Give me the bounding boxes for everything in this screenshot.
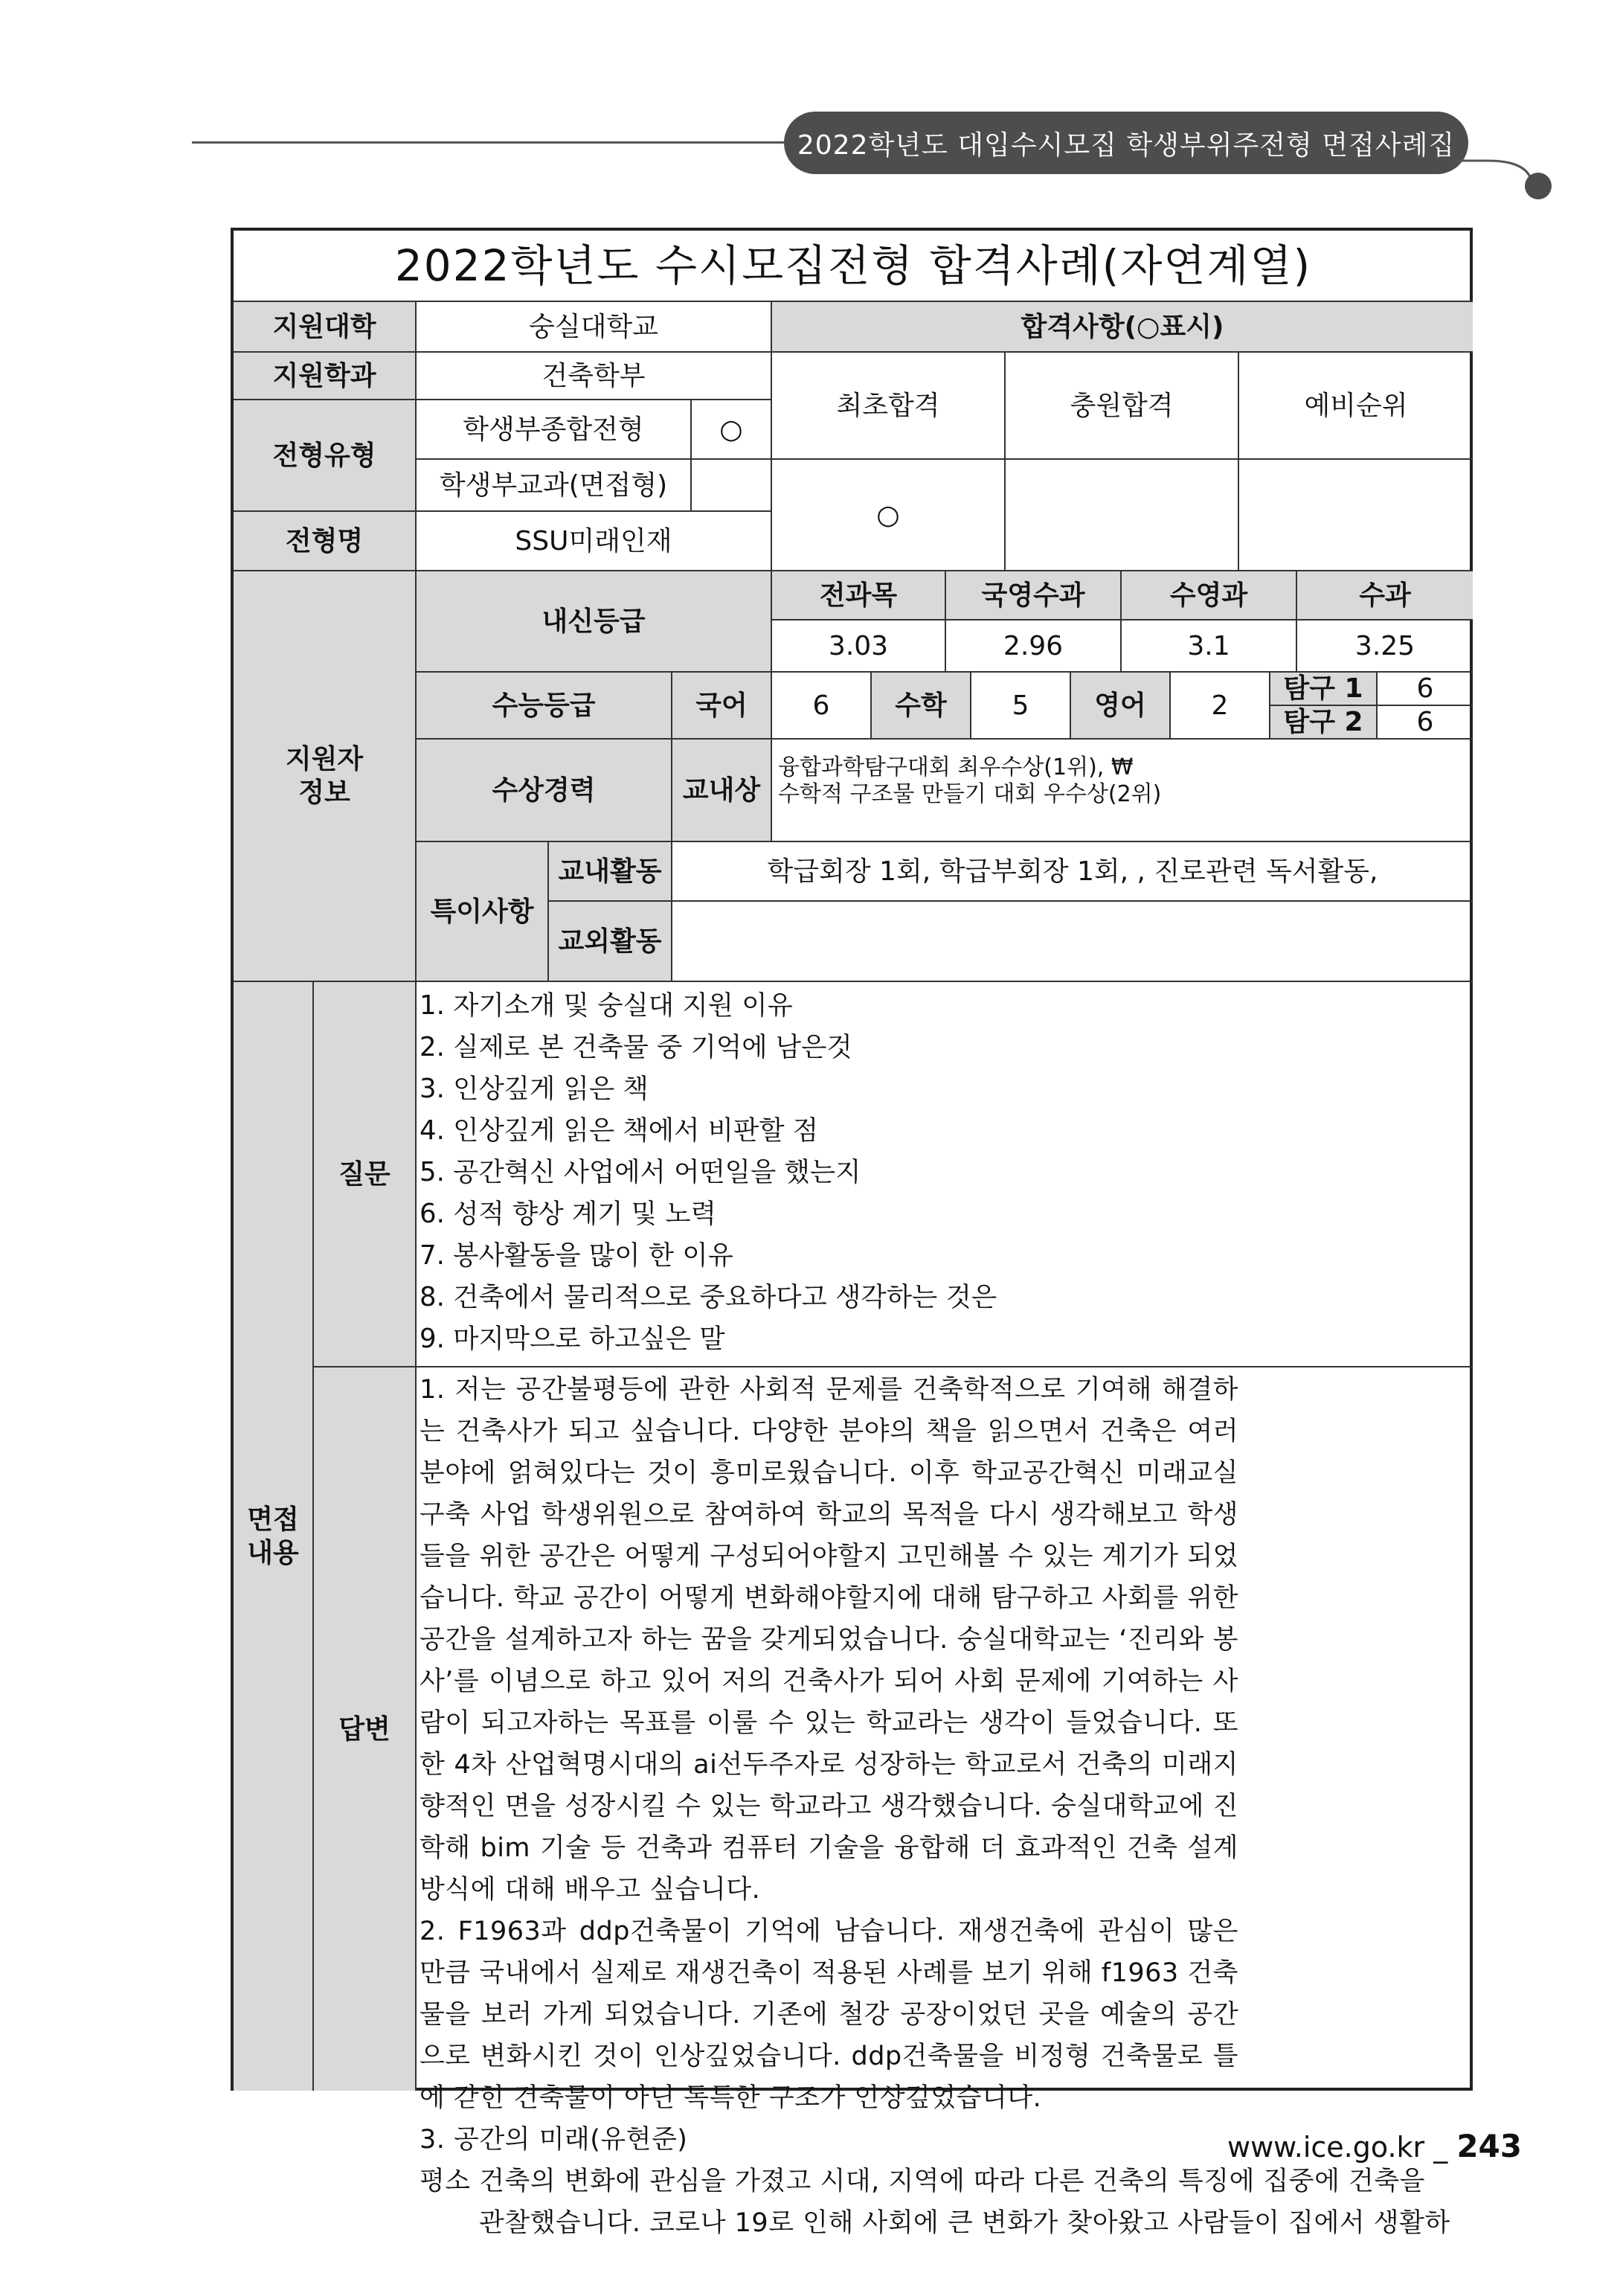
answer-paragraph: 관찰했습니다. 코로나 19로 인해 사회에 큰 변화가 찾아왔고 사람들이 집에서 생활하	[479, 2208, 1450, 2238]
university-value: 숭실대학교	[417, 302, 772, 353]
admission-name-value: SSU미래인재	[417, 512, 772, 571]
awards-label: 수상경력	[417, 740, 672, 842]
awards-school-label: 교내상	[672, 740, 772, 842]
gpa-value-all: 3.03	[772, 621, 946, 673]
question-item: 7. 봉사활동을 많이 한 이유	[420, 1240, 733, 1271]
answer-paragraph: 2. F1963과 ddp건축물이 기억에 남습니다. 재생건축에 관심이 많은 만큼 국내에서 실제로 재생건축이 적용된 사례를 보기 위해 f1963 건축물을 보러 가게 되었습니다. 기존에 철강 공장이었던 곳을 예술의 공간으로 변화시킨 것이 인상깊었습니다. ddp건축물을 비정형 건축물로 틀에 갇힌 건축물이 아닌 독특한 구조가 인상깊었습니다.	[420, 1917, 1238, 2113]
question-item: 9. 마지막으로 하고싶은 말	[420, 1324, 725, 1354]
question-item: 8. 건축에서 물리적으로 중요하다고 생각하는 것은	[420, 1282, 997, 1312]
answer-paragraph: 평소 건축의 변화에 관심을 가졌고 시대, 지역에 따라 다른 건축의 특징에 집중에 건축을	[420, 2167, 1425, 2196]
document-title: 2022학년도 수시모집전형 합격사례(자연계열)	[234, 231, 1473, 302]
gpa-value-mes: 3.1	[1122, 621, 1297, 673]
csat-label: 수능등급	[417, 673, 672, 740]
page-footer	[1227, 2128, 1522, 2164]
result-col-first: 최초합격	[772, 353, 1006, 460]
special-notes-label: 특이사항	[417, 842, 549, 982]
applicant-info-label: 지원자 정보	[234, 571, 417, 982]
out-school-activity-value	[672, 902, 1473, 982]
answer-label: 답변	[314, 1367, 417, 2091]
footer-site: www.ice.go.kr	[1227, 2131, 1425, 2164]
csat-korean-label: 국어	[672, 673, 772, 740]
csat-english-label: 영어	[1071, 673, 1171, 740]
in-school-activity-value: 학급회장 1회, 학급부회장 1회, , 진로관련 독서활동,	[672, 842, 1473, 902]
interview-section-label: 면접 내용	[234, 982, 314, 2091]
csat-inquiry1-grade: 6	[1378, 673, 1473, 706]
type-option-comprehensive-mark: ○	[692, 400, 772, 460]
result-col-added: 충원합격	[1006, 353, 1239, 460]
csat-math-label: 수학	[872, 673, 971, 740]
question-label: 질문	[314, 982, 417, 1367]
question-item: 1. 자기소개 및 숭실대 지원 이유	[420, 990, 793, 1021]
department-label: 지원학과	[234, 353, 417, 400]
header-dot-decoration	[1525, 173, 1552, 199]
awards-list	[772, 740, 1473, 842]
gpa-value-ms: 3.25	[1297, 621, 1473, 673]
question-item: 4. 인상깊게 읽은 책에서 비판할 점	[420, 1115, 819, 1146]
answer-paragraph: 3. 공간의 미래(유현준)	[420, 2125, 688, 2155]
csat-math-grade: 5	[971, 673, 1071, 740]
result-waitlist-mark	[1239, 460, 1473, 571]
csat-inquiry2-grade: 6	[1378, 706, 1473, 740]
result-col-waitlist: 예비순위	[1239, 353, 1473, 460]
answer-paragraph: 1. 저는 공간불평등에 관한 사회적 문제를 건축학적으로 기여해 해결하는 건축사가 되고 싶습니다. 다양한 분야의 책을 읽으면서 건축은 여러 분야에 얽혀있다는 것이 흥미로웠습니다. 이후 학교공간혁신 미래교실 구축 사업 학생위원으로 참여하여 학교의 목적을 다시 생각해보고 학생들을 위한 공간은 어떻게 구성되어야할지 고민해볼 수 있는 계기가 되었습니다. 학교 공간이 어떻게 변화해야할지에 대해 탐구하고 사회를 위한 공간을 설계하고자 하는 꿈을 갖게되었습니다. 숭실대학교는 ‘진리와 봉사’를 이념으로 하고 있어 저의 건축사가 되어 사회 문제에 기여하는 사람이 되고자하는 목표를 이룰 수 있는 학교라는 생각이 들었습니다. 또한 4차 산업혁명시대의 ai선두주자로 성장하는 학교로서 건축의 미래지향적인 면을 성장시킬 수 있는 학교라고 생각했습니다. 숭실대학교에 진학해 bim 기술 등 건축과 컴퓨터 기술을 융합해 더 효과적인 건축 설계 방식에 대해 배우고 싶습니다.	[420, 1375, 1238, 1905]
out-school-activity-label: 교외활동	[549, 902, 672, 982]
gpa-header-mes: 수영과	[1122, 571, 1297, 621]
gpa-label: 내신등급	[417, 571, 772, 673]
gpa-value-kems: 2.96	[946, 621, 1122, 673]
gpa-header-kems: 국영수과	[946, 571, 1122, 621]
question-item: 3. 인상깊게 읽은 책	[420, 1074, 649, 1104]
csat-inquiry1-label: 탐구 1	[1270, 673, 1378, 706]
header-rule	[192, 141, 787, 144]
university-label: 지원대학	[234, 302, 417, 353]
type-option-subject-mark	[692, 460, 772, 512]
csat-english-grade: 2	[1171, 673, 1270, 740]
footer-separator: _	[1424, 2131, 1457, 2164]
type-option-subject: 학생부교과(면접형)	[417, 460, 692, 512]
result-added-mark	[1006, 460, 1239, 571]
csat-korean-grade: 6	[772, 673, 872, 740]
question-item: 5. 공간혁신 사업에서 어떤일을 했는지	[420, 1157, 861, 1187]
gpa-header-ms: 수과	[1297, 571, 1473, 621]
award-item: 융합과학탐구대회 최우수상(1위), ₩	[778, 754, 1134, 780]
question-item: 2. 실제로 본 건축물 중 기억에 남은것	[420, 1032, 852, 1062]
admission-name-label: 전형명	[234, 512, 417, 571]
in-school-activity-label: 교내활동	[549, 842, 672, 902]
result-header: 합격사항(○표시)	[772, 302, 1473, 353]
gpa-header-all: 전과목	[772, 571, 946, 621]
page-number: 243	[1456, 2128, 1522, 2164]
header-banner: 2022학년도 대입수시모집 학생부위주전형 면접사례집	[784, 112, 1468, 174]
type-label: 전형유형	[234, 400, 417, 512]
department-value: 건축학부	[417, 353, 772, 400]
type-option-comprehensive: 학생부종합전형	[417, 400, 692, 460]
award-item: 수학적 구조물 만들기 대회 우수상(2위)	[778, 781, 1162, 807]
question-item: 6. 성적 향상 계기 및 노력	[420, 1199, 716, 1229]
result-first-mark: ○	[772, 460, 1006, 571]
csat-inquiry2-label: 탐구 2	[1270, 706, 1378, 740]
